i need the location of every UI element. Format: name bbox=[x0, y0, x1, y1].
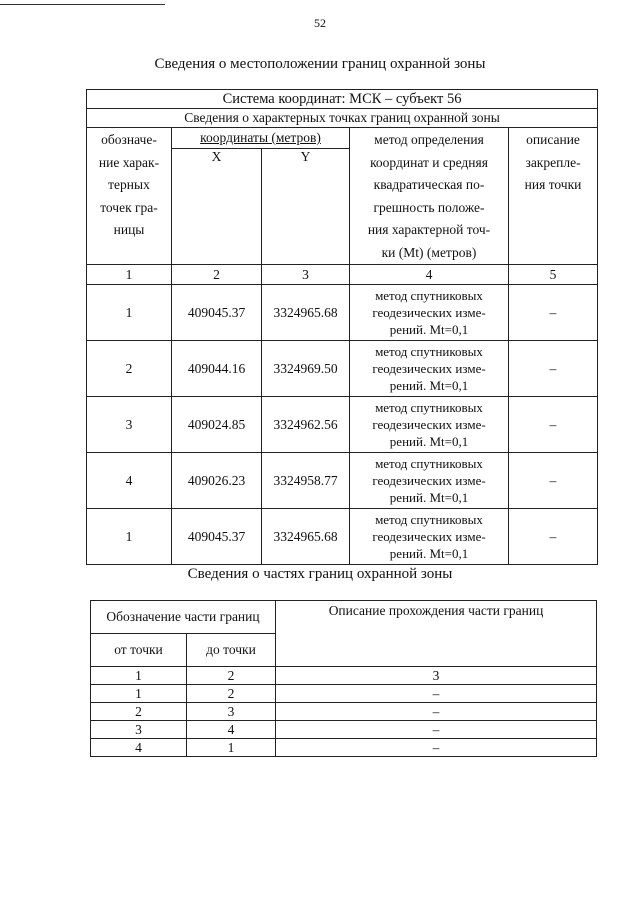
method-cell: метод спутниковых геодезических изме- рений. Mt=0,1 bbox=[350, 397, 509, 453]
description-cell: – bbox=[276, 703, 597, 721]
header-to-point: до точки bbox=[187, 634, 276, 667]
header-designation: обозначе- ние харак- терных точек гра- ницы bbox=[87, 128, 172, 265]
from-cell: 2 bbox=[91, 703, 187, 721]
table-row bbox=[87, 341, 598, 397]
x-cell: 409044.16 bbox=[172, 341, 262, 397]
x-cell: 409045.37 bbox=[172, 285, 262, 341]
y-cell: 3324958.77 bbox=[262, 453, 350, 509]
description-cell: – bbox=[509, 285, 598, 341]
point-cell: 3 bbox=[87, 397, 172, 453]
x-cell: 409045.37 bbox=[172, 509, 262, 565]
coordinate-system-cell: Система координат: МСК – субъект 56 bbox=[87, 90, 598, 109]
to-cell: 1 bbox=[187, 739, 276, 757]
header-x: X bbox=[172, 148, 262, 264]
to-cell: 4 bbox=[187, 721, 276, 739]
header-rule bbox=[0, 4, 165, 5]
boundary-parts-table bbox=[90, 600, 597, 757]
from-cell: 3 bbox=[91, 721, 187, 739]
description-cell: – bbox=[509, 397, 598, 453]
table-row bbox=[87, 509, 598, 565]
column-number: 1 bbox=[87, 265, 172, 285]
y-cell: 3324969.50 bbox=[262, 341, 350, 397]
column-number: 3 bbox=[262, 265, 350, 285]
section-title-boundary-location: Сведения о местоположении границ охранной зоны bbox=[154, 56, 486, 72]
table-row bbox=[91, 739, 597, 757]
to-cell: 2 bbox=[187, 685, 276, 703]
table-row bbox=[87, 285, 598, 341]
y-cell: 3324965.68 bbox=[262, 285, 350, 341]
point-cell: 1 bbox=[87, 509, 172, 565]
table-subtitle-cell: Сведения о характерных точках границ охранной зоны bbox=[87, 109, 598, 128]
point-cell: 1 bbox=[87, 285, 172, 341]
header-part-description: Описание прохождения части границ bbox=[276, 601, 597, 667]
y-cell: 3324965.68 bbox=[262, 509, 350, 565]
table-row bbox=[87, 397, 598, 453]
page-number: 52 bbox=[314, 16, 326, 30]
description-cell: – bbox=[509, 453, 598, 509]
column-number: 2 bbox=[187, 667, 276, 685]
description-cell: – bbox=[276, 739, 597, 757]
column-number: 5 bbox=[509, 265, 598, 285]
header-coordinates: координаты (метров) bbox=[172, 128, 350, 149]
method-cell: метод спутниковых геодезических изме- рений. Mt=0,1 bbox=[350, 285, 509, 341]
characteristic-points-table bbox=[86, 89, 598, 565]
point-cell: 2 bbox=[87, 341, 172, 397]
x-cell: 409024.85 bbox=[172, 397, 262, 453]
column-number: 1 bbox=[91, 667, 187, 685]
to-cell: 3 bbox=[187, 703, 276, 721]
description-cell: – bbox=[276, 721, 597, 739]
header-from-point: от точки bbox=[91, 634, 187, 667]
method-cell: метод спутниковых геодезических изме- рений. Mt=0,1 bbox=[350, 453, 509, 509]
point-cell: 4 bbox=[87, 453, 172, 509]
description-cell: – bbox=[509, 509, 598, 565]
table-row bbox=[91, 721, 597, 739]
method-cell: метод спутниковых геодезических изме- рений. Mt=0,1 bbox=[350, 509, 509, 565]
header-description: описание закрепле- ния точки bbox=[509, 128, 598, 265]
x-cell: 409026.23 bbox=[172, 453, 262, 509]
section-title-boundary-parts: Сведения о частях границ охранной зоны bbox=[187, 566, 453, 582]
column-number: 2 bbox=[172, 265, 262, 285]
table-row bbox=[87, 453, 598, 509]
from-cell: 4 bbox=[91, 739, 187, 757]
description-cell: – bbox=[509, 341, 598, 397]
column-number: 3 bbox=[276, 667, 597, 685]
column-number: 4 bbox=[350, 265, 509, 285]
description-cell: – bbox=[276, 685, 597, 703]
table-row bbox=[91, 703, 597, 721]
header-method: метод определения координат и средняя квадратическая по- грешность положе- ния характерной точ- ки (Mt) (метров) bbox=[350, 128, 509, 265]
header-part-designation: Обозначение части границ bbox=[91, 601, 276, 634]
method-cell: метод спутниковых геодезических изме- рений. Mt=0,1 bbox=[350, 341, 509, 397]
table-row bbox=[91, 685, 597, 703]
y-cell: 3324962.56 bbox=[262, 397, 350, 453]
from-cell: 1 bbox=[91, 685, 187, 703]
header-y: Y bbox=[262, 148, 350, 264]
